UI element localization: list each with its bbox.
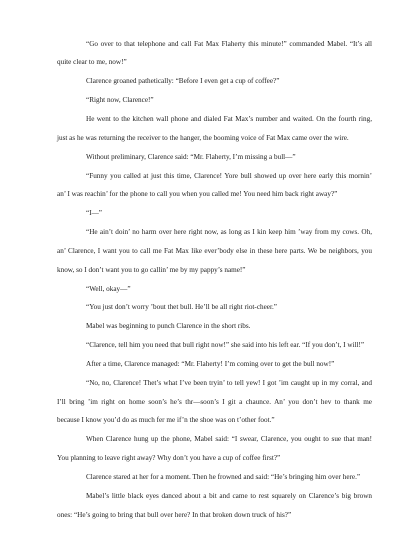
paragraph [57,374,372,431]
paragraph [57,298,372,317]
paragraph [57,355,372,374]
text-line: know, so I don’t want you to go callin’ me by my pappy’s name!” [57,265,246,274]
text-line: Clarence groaned pathetically: “Before I even get a cup of coffee?” [86,77,280,86]
paragraph [57,336,372,355]
text-line: ones: “He’s going to bring that bull over here? In that broken down truck of his?” [57,510,292,519]
paragraph [57,35,372,73]
text-line: After a time, Clarence managed: “Mr. Flaherty! I’m coming over to get the bull now!” [86,359,335,368]
paragraph [57,110,372,148]
body-text [57,35,372,525]
text-line: “I—” [86,209,102,218]
text-line: When Clarence hung up the phone, Mabel said: “I swear, Clarence, you ought to sue that man! [86,435,372,444]
text-line: “Go over to that telephone and call Fat Max Flaherty this minute!” commanded Mabel. “It’s all [86,39,372,48]
text-line: quite clear to me, now!” [57,58,127,67]
paragraph [57,430,372,468]
text-line: “You just don’t worry ’bout thet bull. He’ll be all right riot-cheer.” [86,303,277,312]
text-line: Without preliminary, Clarence said: “Mr. Flaherty, I’m missing a bull—” [86,152,296,161]
text-line: Mabel’s little black eyes danced about a bit and came to rest squarely on Clarence’s big brown [86,491,372,500]
text-line: because I know you’d do as much fer me if’n the shoe was on t’other foot.” [57,416,275,425]
text-line: “He ain’t doin’ no harm over here right now, as long as I kin keep him ’way from my cows. Oh, [86,228,372,237]
text-line: He went to the kitchen wall phone and dialed Fat Max’s number and waited. On the fourth ring, [86,114,372,123]
text-line: You planning to leave right away? Why don’t you have a cup of coffee first?” [57,454,281,463]
text-line: Clarence stared at her for a moment. Then he frowned and said: “He’s bringing him over here.” [86,473,361,481]
text-line: “Clarence, tell him you need that bull right now!” she said into his left ear. “If you don’t, I will!” [86,341,365,350]
paragraph [57,204,372,223]
paragraph [57,223,372,280]
paragraph [57,317,372,336]
paragraph [57,91,372,110]
text-line: “Right now, Clarence!” [86,96,154,105]
text-line: “Well, okay—” [86,284,131,293]
text-line: an’ Clarence, I want you to call me Fat Max like ever’body else in these here parts. We be neighbors, you [57,246,372,255]
paragraph [57,167,372,205]
paragraph [57,72,372,91]
text-line: “Funny you called at just this time, Clarence! Yore bull showed up over here early this mornin’ [86,171,372,180]
paragraph [57,148,372,167]
paragraph [57,280,372,299]
paragraph [57,468,372,487]
paragraph [57,487,372,525]
text-line: “No, no, Clarence! Thet’s what I’ve been tryin’ to tell yew! I got ’im caught up in my corral, and [86,378,372,387]
text-line: Mabel was beginning to punch Clarence in the short ribs. [86,322,251,331]
text-line: I’ll bring ’im right on home soon’s he’s thr—soon’s I git a chaunce. An’ you don’t hev to thank me [57,397,372,406]
text-line: just as he was returning the receiver to the hanger, the booming voice of Fat Max came over the wire. [57,133,349,142]
text-line: an’ I was reachin’ for the phone to call you when you called me! You need him back right away?” [57,190,338,199]
